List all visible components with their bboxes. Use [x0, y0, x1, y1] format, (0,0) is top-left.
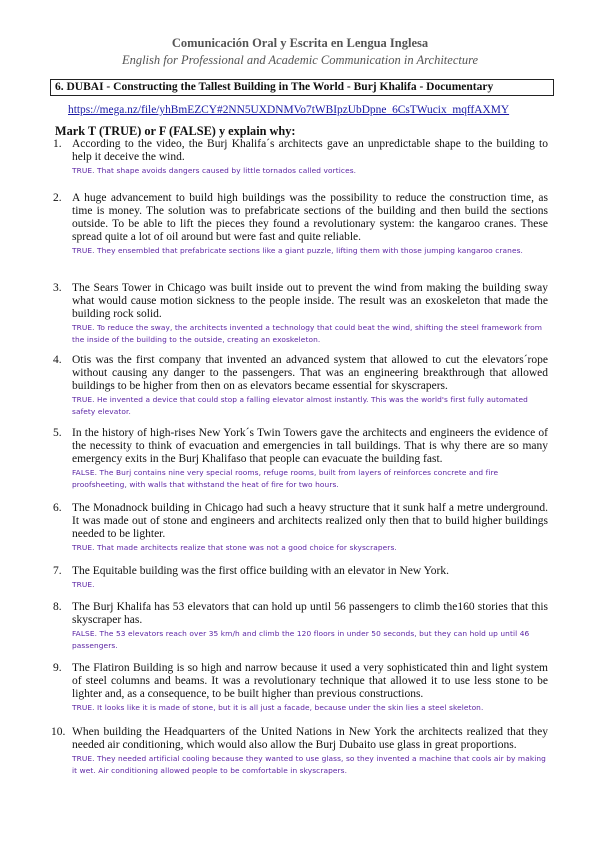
course-subtitle: English for Professional and Academic Communication in Architecture	[121, 53, 479, 67]
question-text	[72, 565, 548, 591]
question-number: 2.	[53, 192, 62, 204]
question-number: 6.	[53, 502, 62, 514]
section-title: 6. DUBAI - Constructing the Tallest Building in The World - Burj Khalifa - Documentary	[50, 79, 554, 96]
question-number: 7.	[53, 565, 62, 577]
answer-text: TRUE.	[72, 580, 95, 589]
question-statement: The Burj Khalifa has 53 elevators that can hold up until 56 passengers to climb the160 stories that this skyscraper has.	[72, 601, 548, 626]
answer-text: FALSE. The Burj contains nine very special rooms, refuge rooms, built from layers of reinforces concrete and fire proofsheeting, with walls that withstand the heat of fire for two hours.	[72, 468, 499, 489]
question-number: 5.	[53, 427, 62, 439]
answer-text: TRUE. They needed artificial cooling because they wanted to use glass, so they invented a machine that cools air by making it wet. Air conditioning allowed people to be comfortable in skyscrapers.	[72, 754, 546, 775]
question-text	[72, 726, 548, 776]
question-number: 3.	[53, 282, 62, 294]
question-text	[72, 502, 548, 554]
question-statement: The Monadnock building in Chicago had such a heavy structure that it sunk half a metre underground. It was made out of stone and engineers and architects realized only then that to build higher buildings needed to be lighter.	[72, 502, 548, 540]
answer-text: FALSE. The 53 elevators reach over 35 km/h and climb the 120 floors in under 50 seconds, but they can hold up until 46 passengers.	[72, 629, 530, 650]
question-statement: According to the video, the Burj Khalifa´s architects gave an unpredictable shape to the building to help it deceive the wind.	[72, 138, 548, 163]
question-number: 1.	[53, 138, 62, 150]
question-number: 9.	[53, 662, 62, 674]
question-text	[72, 662, 548, 714]
answer-text: TRUE. They ensembled that prefabricate sections like a giant puzzle, lifting them with those jumping kangaroo cranes.	[72, 246, 524, 255]
answer-text: TRUE. To reduce the sway, the architects invented a technology that could beat the wind, shifting the steel framework from the inside of the building to the outside, creating an exoskeleton.	[72, 323, 543, 344]
question-statement: The Flatiron Building is so high and narrow because it used a very sophisticated thin and light system of steel columns and beams. It was a revolutionary technique that allowed it to use less stone to be lighter and, as a consequence, to be built higher than previous constructions.	[72, 662, 548, 700]
answer-text: TRUE. That made architects realize that stone was not a good choice for skyscrapers.	[72, 543, 397, 552]
question-statement: Otis was the first company that invented an advanced system that allowed to cut the elevators´rope without causing any danger to the passengers. That was an engineering breakthrough that allowed buildings to be higher from then on as elevators became essential for skyscrapers.	[72, 354, 548, 392]
question-statement: In the history of high-rises New York´s Twin Towers gave the architects and engineers the evidence of the necessity to think of evacuation and emergencies in tall buildings. That is why there are so many emergency exits in the Burj Khalifaso that people can evacuate the building fast.	[72, 427, 548, 465]
video-link[interactable]: https://mega.nz/file/yhBmEZCY#2NN5UXDNMVo7tWBIpzUbDpne_6CsTWucix_mqffAXMY	[68, 104, 510, 116]
question-text	[72, 354, 548, 417]
question-text	[72, 282, 548, 345]
answer-text: TRUE. That shape avoids dangers caused by little tornados called vortices.	[72, 166, 357, 175]
answer-text: TRUE. It looks like it is made of stone, but it is all just a facade, because under the skin lies a steel skeleton.	[72, 703, 484, 712]
question-text	[72, 427, 548, 490]
question-number: 10.	[51, 726, 66, 738]
answer-text: TRUE. He invented a device that could stop a falling elevator almost instantly. This was the world's first fully automated safety elevator.	[72, 395, 528, 416]
question-statement: When building the Headquarters of the United Nations in New York the architects realized that they needed air conditioning, which would also allow the Burj Dubaito use glass in great proportions.	[72, 726, 548, 751]
course-title: Comunicación Oral y Escrita en Lengua Inglesa	[171, 36, 429, 50]
question-statement: The Sears Tower in Chicago was built inside out to prevent the wind from making the building sway what would cause motion sickness to the people inside. The result was an exoskeleton that made the building rock solid.	[72, 282, 548, 320]
question-text	[72, 138, 548, 177]
instructions: Mark T (TRUE) or F (FALSE) y explain why:	[55, 124, 296, 138]
question-text	[72, 601, 548, 651]
question-text	[72, 192, 548, 257]
question-number: 8.	[53, 601, 62, 613]
question-number: 4.	[53, 354, 62, 366]
question-statement: The Equitable building was the first office building with an elevator in New York.	[72, 565, 449, 577]
question-statement: A huge advancement to build high buildings was the possibility to reduce the construction time, as time is money. The solution was to prefabricate sections of the building and then build the sections outside. To be able to lift the pieces they found a revolutionary system: the kangaroo cranes. These spread quite a lot of oil around but were fast and quite reliable.	[72, 192, 548, 243]
